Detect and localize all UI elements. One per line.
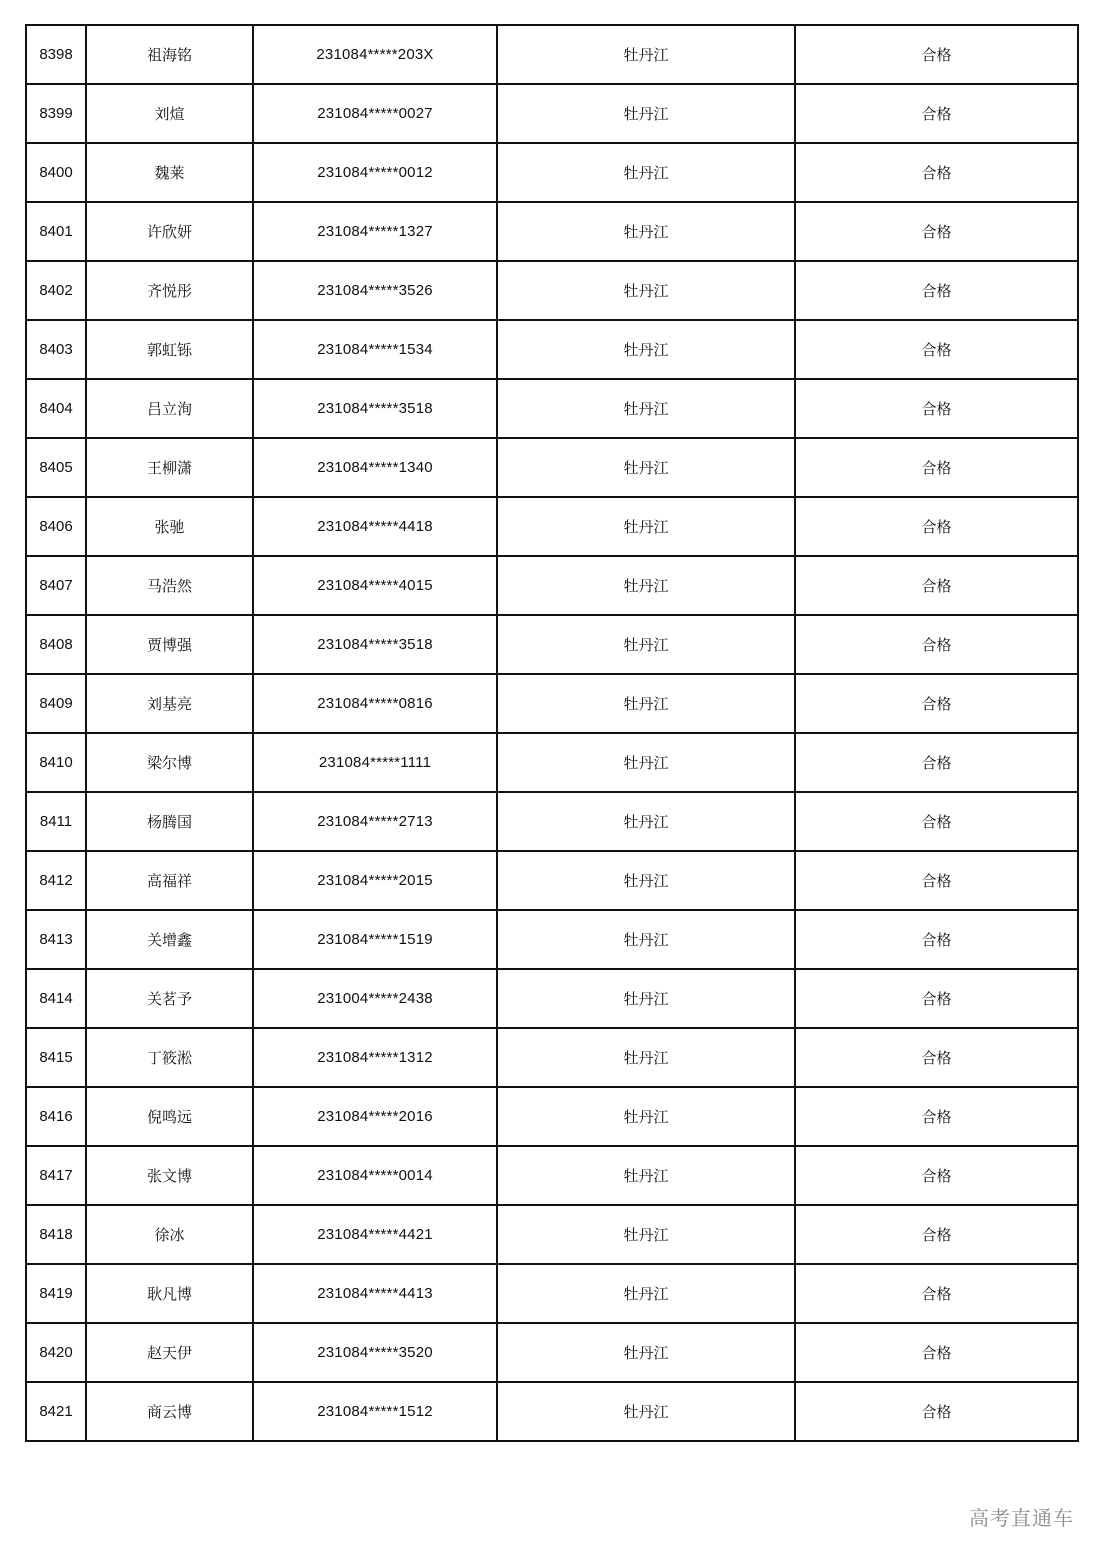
cell-city: 牡丹江 [497, 261, 795, 320]
cell-status: 合格 [795, 202, 1078, 261]
cell-sequence-number: 8404 [26, 379, 86, 438]
cell-sequence-number: 8398 [26, 25, 86, 84]
cell-name: 张文博 [86, 1146, 253, 1205]
table-row [26, 851, 1078, 910]
cell-status: 合格 [795, 1028, 1078, 1087]
cell-city: 牡丹江 [497, 615, 795, 674]
table-row [26, 792, 1078, 851]
cell-name: 齐悦彤 [86, 261, 253, 320]
cell-status: 合格 [795, 792, 1078, 851]
cell-name: 马浩然 [86, 556, 253, 615]
cell-sequence-number: 8417 [26, 1146, 86, 1205]
cell-name: 王柳潇 [86, 438, 253, 497]
cell-id-number: 231084*****1534 [253, 320, 497, 379]
cell-sequence-number: 8407 [26, 556, 86, 615]
cell-id-number: 231084*****1327 [253, 202, 497, 261]
cell-status: 合格 [795, 615, 1078, 674]
cell-id-number: 231084*****0012 [253, 143, 497, 202]
cell-id-number: 231084*****1111 [253, 733, 497, 792]
cell-city: 牡丹江 [497, 1205, 795, 1264]
table-row [26, 261, 1078, 320]
table-row [26, 1382, 1078, 1441]
cell-sequence-number: 8405 [26, 438, 86, 497]
cell-name: 商云博 [86, 1382, 253, 1441]
table-row [26, 1028, 1078, 1087]
table-row [26, 615, 1078, 674]
cell-sequence-number: 8408 [26, 615, 86, 674]
cell-name: 徐冰 [86, 1205, 253, 1264]
cell-sequence-number: 8403 [26, 320, 86, 379]
cell-city: 牡丹江 [497, 1028, 795, 1087]
cell-id-number: 231084*****203X [253, 25, 497, 84]
cell-city: 牡丹江 [497, 1382, 795, 1441]
table-row [26, 25, 1078, 84]
roster-body [26, 25, 1078, 1441]
cell-status: 合格 [795, 1382, 1078, 1441]
table-row [26, 84, 1078, 143]
table-row [26, 733, 1078, 792]
cell-name: 张驰 [86, 497, 253, 556]
table-row [26, 969, 1078, 1028]
cell-city: 牡丹江 [497, 438, 795, 497]
cell-id-number: 231084*****4413 [253, 1264, 497, 1323]
table-row [26, 1264, 1078, 1323]
cell-sequence-number: 8421 [26, 1382, 86, 1441]
cell-status: 合格 [795, 1205, 1078, 1264]
cell-status: 合格 [795, 969, 1078, 1028]
table-row [26, 320, 1078, 379]
cell-name: 魏莱 [86, 143, 253, 202]
cell-status: 合格 [795, 497, 1078, 556]
cell-city: 牡丹江 [497, 1146, 795, 1205]
cell-city: 牡丹江 [497, 497, 795, 556]
cell-status: 合格 [795, 25, 1078, 84]
cell-id-number: 231084*****0014 [253, 1146, 497, 1205]
cell-status: 合格 [795, 733, 1078, 792]
cell-name: 耿凡博 [86, 1264, 253, 1323]
cell-name: 刘煊 [86, 84, 253, 143]
table-row [26, 438, 1078, 497]
table-row [26, 379, 1078, 438]
cell-status: 合格 [795, 379, 1078, 438]
cell-name: 赵天伊 [86, 1323, 253, 1382]
cell-status: 合格 [795, 438, 1078, 497]
cell-city: 牡丹江 [497, 910, 795, 969]
cell-name: 高福祥 [86, 851, 253, 910]
cell-status: 合格 [795, 910, 1078, 969]
cell-sequence-number: 8399 [26, 84, 86, 143]
cell-sequence-number: 8400 [26, 143, 86, 202]
cell-name: 贾博强 [86, 615, 253, 674]
table-row [26, 1146, 1078, 1205]
cell-city: 牡丹江 [497, 851, 795, 910]
cell-city: 牡丹江 [497, 674, 795, 733]
cell-city: 牡丹江 [497, 1323, 795, 1382]
cell-city: 牡丹江 [497, 320, 795, 379]
cell-id-number: 231084*****1312 [253, 1028, 497, 1087]
cell-city: 牡丹江 [497, 969, 795, 1028]
cell-name: 祖海铭 [86, 25, 253, 84]
table-row [26, 1087, 1078, 1146]
cell-city: 牡丹江 [497, 556, 795, 615]
table-row [26, 910, 1078, 969]
cell-name: 倪鸣远 [86, 1087, 253, 1146]
cell-city: 牡丹江 [497, 733, 795, 792]
cell-city: 牡丹江 [497, 84, 795, 143]
roster-table [25, 24, 1079, 1442]
cell-status: 合格 [795, 1264, 1078, 1323]
cell-city: 牡丹江 [497, 379, 795, 438]
cell-sequence-number: 8411 [26, 792, 86, 851]
cell-id-number: 231084*****3518 [253, 615, 497, 674]
cell-sequence-number: 8410 [26, 733, 86, 792]
table-row [26, 1323, 1078, 1382]
cell-status: 合格 [795, 1146, 1078, 1205]
cell-id-number: 231084*****2015 [253, 851, 497, 910]
cell-sequence-number: 8412 [26, 851, 86, 910]
cell-city: 牡丹江 [497, 25, 795, 84]
cell-id-number: 231084*****3518 [253, 379, 497, 438]
cell-sequence-number: 8420 [26, 1323, 86, 1382]
cell-id-number: 231084*****0027 [253, 84, 497, 143]
cell-city: 牡丹江 [497, 202, 795, 261]
cell-status: 合格 [795, 261, 1078, 320]
cell-id-number: 231084*****3526 [253, 261, 497, 320]
table-row [26, 1205, 1078, 1264]
cell-id-number: 231084*****1519 [253, 910, 497, 969]
cell-sequence-number: 8406 [26, 497, 86, 556]
cell-sequence-number: 8413 [26, 910, 86, 969]
cell-id-number: 231084*****1340 [253, 438, 497, 497]
cell-name: 吕立洵 [86, 379, 253, 438]
cell-status: 合格 [795, 556, 1078, 615]
cell-sequence-number: 8409 [26, 674, 86, 733]
cell-name: 关增鑫 [86, 910, 253, 969]
cell-id-number: 231084*****4421 [253, 1205, 497, 1264]
cell-name: 杨腾国 [86, 792, 253, 851]
cell-sequence-number: 8414 [26, 969, 86, 1028]
cell-id-number: 231084*****4015 [253, 556, 497, 615]
cell-id-number: 231084*****2016 [253, 1087, 497, 1146]
cell-city: 牡丹江 [497, 792, 795, 851]
cell-id-number: 231084*****3520 [253, 1323, 497, 1382]
cell-status: 合格 [795, 143, 1078, 202]
table-row [26, 202, 1078, 261]
cell-id-number: 231084*****0816 [253, 674, 497, 733]
cell-id-number: 231084*****2713 [253, 792, 497, 851]
cell-city: 牡丹江 [497, 1087, 795, 1146]
watermark-text: 高考直通车 [969, 1506, 1074, 1530]
cell-sequence-number: 8401 [26, 202, 86, 261]
table-row [26, 497, 1078, 556]
cell-id-number: 231004*****2438 [253, 969, 497, 1028]
cell-status: 合格 [795, 84, 1078, 143]
table-row [26, 674, 1078, 733]
cell-city: 牡丹江 [497, 1264, 795, 1323]
cell-sequence-number: 8416 [26, 1087, 86, 1146]
cell-name: 关茗予 [86, 969, 253, 1028]
cell-status: 合格 [795, 674, 1078, 733]
table-row [26, 143, 1078, 202]
cell-sequence-number: 8418 [26, 1205, 86, 1264]
cell-name: 郭虹铄 [86, 320, 253, 379]
cell-sequence-number: 8419 [26, 1264, 86, 1323]
cell-id-number: 231084*****1512 [253, 1382, 497, 1441]
cell-name: 刘基亮 [86, 674, 253, 733]
cell-sequence-number: 8415 [26, 1028, 86, 1087]
cell-name: 许欣妍 [86, 202, 253, 261]
cell-status: 合格 [795, 320, 1078, 379]
cell-sequence-number: 8402 [26, 261, 86, 320]
cell-name: 丁筱淞 [86, 1028, 253, 1087]
cell-status: 合格 [795, 851, 1078, 910]
cell-status: 合格 [795, 1087, 1078, 1146]
cell-status: 合格 [795, 1323, 1078, 1382]
table-row [26, 556, 1078, 615]
cell-id-number: 231084*****4418 [253, 497, 497, 556]
cell-city: 牡丹江 [497, 143, 795, 202]
cell-name: 梁尔博 [86, 733, 253, 792]
